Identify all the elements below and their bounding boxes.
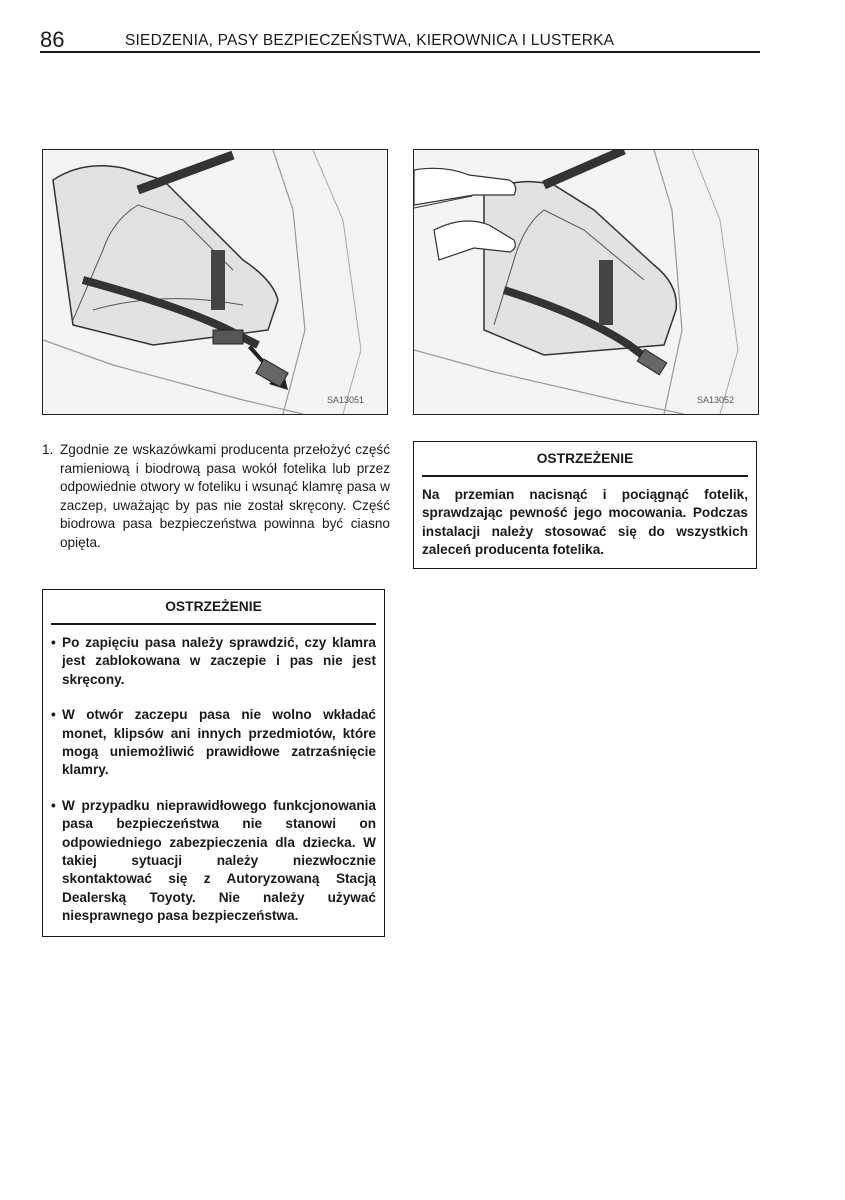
warning-text: Na przemian nacisnąć i pociągnąć fotelik, sprawdzając pewność jego mocowania. Podczas instalacji należy stosować się do wszystkich zaleceń producenta fotelika. [422, 487, 748, 558]
warning-bullet [51, 706, 376, 780]
page-number: 86 [40, 27, 65, 52]
step-text: Zgodnie ze wskazówkami producenta przełożyć część ramieniową i biodrową pasa wokół fotelika lub przez odpowiednie otwory w foteliku i wsunąć klamrę pasa w zaczep, uważając by pas nie został skręcony. Część biodrowa pasa bezpieczeństwa powinna być ciasno opięta. [60, 442, 390, 550]
warning-bullet [51, 797, 376, 926]
figure-code-1: SA13051 [327, 395, 365, 405]
figure-child-seat-buckle [42, 149, 388, 415]
warning-bullet-text: W otwór zaczepu pasa nie wolno wkładać monet, klipsów ani innych przedmiotów, które mogą uniemożliwić prawidłowe zatrzaśnięcie klamry. [62, 707, 376, 778]
child-seat-buckle-illustration [43, 150, 387, 414]
bullet-icon: • [51, 635, 56, 650]
warning-title: OSTRZEŻENIE [51, 590, 376, 625]
warning-body [51, 634, 376, 926]
child-seat-check-illustration [414, 150, 758, 414]
warning-box-right [413, 441, 757, 569]
bullet-icon: • [51, 707, 56, 723]
warning-bullet-text: W przypadku nieprawidłowego funkcjonowania pasa bezpieczeństwa nie stanowi on odpowiedniego zabezpieczenia dla dziecka. W takiej sytuacji należy niezwłocznie skontaktować się z Autoryzowaną Stacją Dealerską Toyoty. Nie należy używać niesprawnego pasa bezpieczeństwa. [62, 797, 376, 924]
header-divider [40, 51, 760, 53]
warning-bullet [51, 634, 376, 689]
warning-bullet-text: Po zapięciu pasa należy sprawdzić, czy klamra jest zablokowana w zaczepie i pas nie jest skręcony. [62, 635, 376, 687]
section-title: SIEDZENIA, PASY BEZPIECZEŃSTWA, KIEROWNICA I LUSTERKA [125, 32, 615, 49]
instruction-step-1 [42, 441, 390, 553]
warning-title: OSTRZEŻENIE [422, 442, 748, 477]
step-number: 1. [42, 442, 54, 457]
figure-code-2: SA13052 [697, 395, 735, 405]
warning-box-left [42, 589, 385, 937]
figure-child-seat-check [413, 149, 759, 415]
bullet-icon: • [51, 797, 56, 813]
